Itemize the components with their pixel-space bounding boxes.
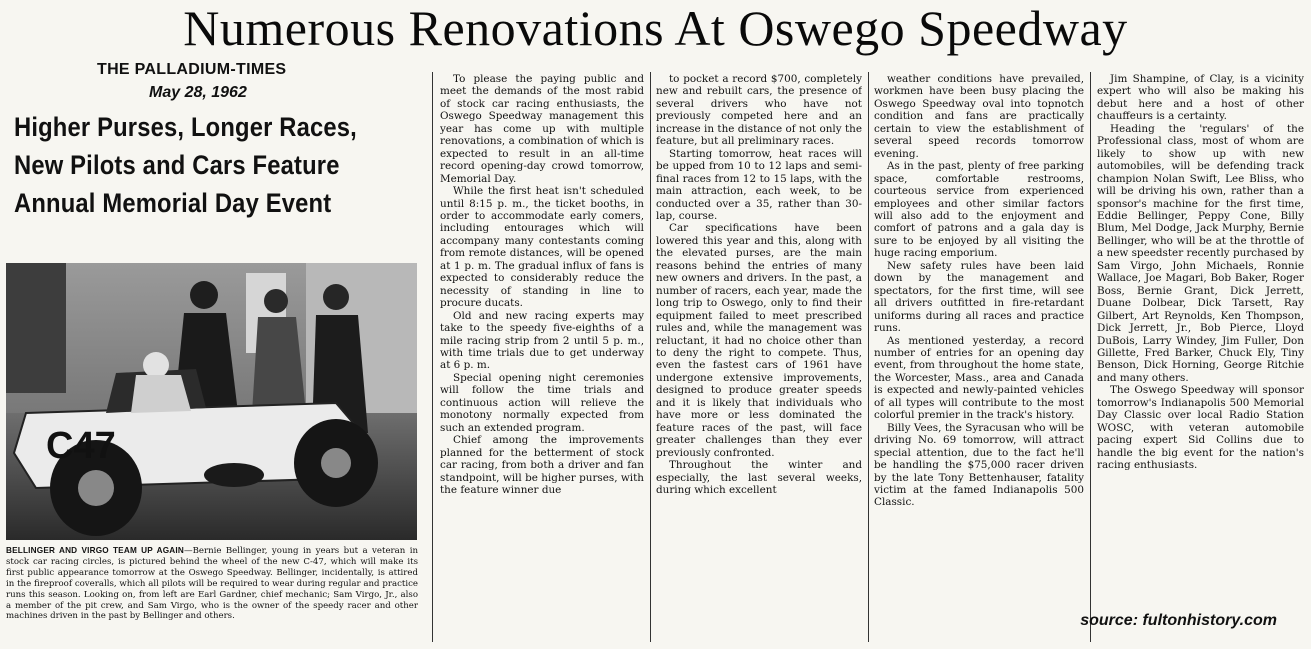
article-paragraph: Billy Vees, the Syracusan who will be driving No. 69 tomorrow, will attract special attention, due to the fact he'll be handling the $75,000 racer driven by the late Tony Bettenhauser, fatality victim at the famed Indianapolis 500 Classic. — [874, 421, 1084, 509]
subheadline-line: Annual Memorial Day Event — [14, 188, 332, 218]
column-rule — [432, 72, 433, 642]
article-paragraph: Starting tomorrow, heat races will be upped from 10 to 12 laps and semi-final races from 12 to 15 laps, with the main attraction, each week, to be conducted over a 35, rather than 30-lap, course. — [656, 147, 862, 222]
publication-date: May 28, 1962 — [149, 84, 247, 101]
article-paragraph: While the first heat isn't scheduled until 8:15 p. m., the ticket booths, in order to accommodate early comers, including entourages which will accompany many contestants coming from remote distances, will be opened at 1 p. m. The gradual influx of fans is expected to considerably reduce the necessity of standing in line to procure ducats. — [440, 185, 644, 310]
article-paragraph: To please the paying public and meet the demands of the most rabid of stock car racing enthusiasts, the Oswego Speedway management this year has come up with multiple renovations, a combination of which is expected to result in an all-time record opening-day crowd tomorrow, Memorial Day. — [440, 73, 644, 185]
article-paragraph: weather conditions have prevailed, workmen have been busy placing the Oswego Speedway oval into topnotch condition and fans are practically certain to view the establishment of several speed records tomorrow evening. — [874, 73, 1084, 160]
article-column-3 — [874, 73, 1084, 641]
article-paragraph: As in the past, plenty of free parking space, comfortable restrooms, courteous service from experienced employees and other similar factors will also add to the enjoyment and comfort of patrons and a gala day is sure to be enjoyed by all visiting the huge racing emporium. — [874, 160, 1084, 260]
article-paragraph: Old and new racing experts may take to the speedy five-eighths of a mile racing strip from 2 until 5 p. m., with time trials due to get underway at 6 p. m. — [440, 309, 644, 372]
caption-text: —Bernie Bellinger, young in years but a veteran in stock car racing circles, is pictured behind the wheel of the new C-47, which will make its first public appearance tomorrow at the Oswego Speedway. Bellinger, incidentally, is attired in the fireproof coveralls, which all pilots will be required to wear during regular and practice runs this season. Looking on, from left are Earl Gardner, chief mechanic; Sam Virgo, Jr., also a member of the pit crew, and Sam Virgo, who is the owner of the speedy racer and other machines driven in the past by Bellinger and others. — [6, 546, 418, 622]
subheadline-line: New Pilots and Cars Feature — [14, 150, 340, 180]
subheadline — [14, 108, 375, 222]
article-paragraph: As mentioned yesterday, a record number of entries for an opening day event, from throughout the home state, the Worcester, Mass., area and Canada is expected and newly-painted vehicles of all types will contribute to the most colorful premier in the track's history. — [874, 334, 1084, 422]
article-column-1 — [440, 73, 644, 641]
source-credit: source: fultonhistory.com — [1080, 612, 1277, 629]
article-paragraph: to pocket a record $700, completely new and rebuilt cars, the presence of several drivers who have not previously competed here and an increase in the distance of not only the feature, but all preliminary races. — [656, 73, 862, 148]
photo-caption — [6, 546, 418, 632]
column-rule — [650, 72, 651, 642]
article-column-4 — [1097, 73, 1304, 603]
headline: Numerous Renovations At Oswego Speedway — [183, 0, 1128, 56]
race-car-photo — [6, 263, 417, 540]
article-paragraph: Car specifications have been lowered this year and this, along with the elevated purses, are the main reasons behind the entries of many new owners and drivers. In the past, a number of racers, each year, made the long trip to Oswego, only to find their equipment failed to meet prescribed rules and, while the management was reluctant, it had no choice other than to deny the right to compete. Thus, even the fastest cars of 1961 have undergone extensive improvements, designed to produce greater speeds and it is likely that individuals who have more or less dominated the feature races of the past, will face greater challenges than they ever previously confronted. — [656, 222, 862, 459]
newspaper-name: THE PALLADIUM-TIMES — [97, 61, 287, 78]
article-paragraph: Jim Shampine, of Clay, is a vicinity expert who will also be making his debut here and a host of other chauffeurs is a certainty. — [1097, 73, 1304, 123]
article-paragraph: New safety rules have been laid down by the management and spectators, for the first time, will see all drivers outfitted in fire-retardant uniforms during all races and practice runs. — [874, 259, 1084, 335]
race-car-photo-graphic — [6, 263, 417, 540]
article-column-2 — [656, 73, 862, 641]
article-paragraph: The Oswego Speedway will sponsor tomorrow's Indianapolis 500 Memorial Day Classic over local Radio Station WOSC, with veteran automobile pacing expert Sid Collins due to handle the big event for the nation's racing enthusiasts. — [1097, 384, 1304, 472]
article-paragraph: Throughout the winter and especially, the last several weeks, during which excellent — [656, 459, 862, 496]
column-rule — [1090, 72, 1091, 642]
car-number: C47 — [46, 425, 116, 467]
caption-lead: BELLINGER AND VIRGO TEAM UP AGAIN — [6, 546, 184, 555]
subheadline-line: Higher Purses, Longer Races, — [14, 112, 357, 142]
column-rule — [868, 72, 869, 642]
article-paragraph: Chief among the improvements planned for the betterment of stock car racing, from both a driver and fan standpoint, will be higher purses, with the feature winner due — [440, 434, 644, 496]
article-paragraph: Special opening night ceremonies will follow the time trials and continuous action will relieve the monotony normally expected from such an extended program. — [440, 371, 644, 434]
article-paragraph: Heading the 'regulars' of the Professional class, most of whom are likely to show up with new automobiles, will be defending track champion Nolan Swift, Lee Bliss, who will be driving his own, rather than a sponsor's machine for the first time, Eddie Bellinger, Peppy Cone, Billy Blum, Mel Dodge, Jack Murphy, Bernie Bellinger, who will be at the throttle of a new speedster recently purchased by Sam Virgo, John Michaels, Ronnie Wallace, Joe Magari, Bob Baker, Roger Boss, Bernie Grant, Dick Jerrett, Duane Dolbear, Dick Tarsett, Ray Gilbert, Art Reynolds, Ken Thompson, Dick Jerrett, Jr., Bob Pierce, Lloyd DuBois, Larry Windey, Jim Fuller, Don Gillette, Fred Barker, Chuck Ely, Tiny Benson, Dick Horning, George Ritchie and many others. — [1097, 122, 1304, 384]
